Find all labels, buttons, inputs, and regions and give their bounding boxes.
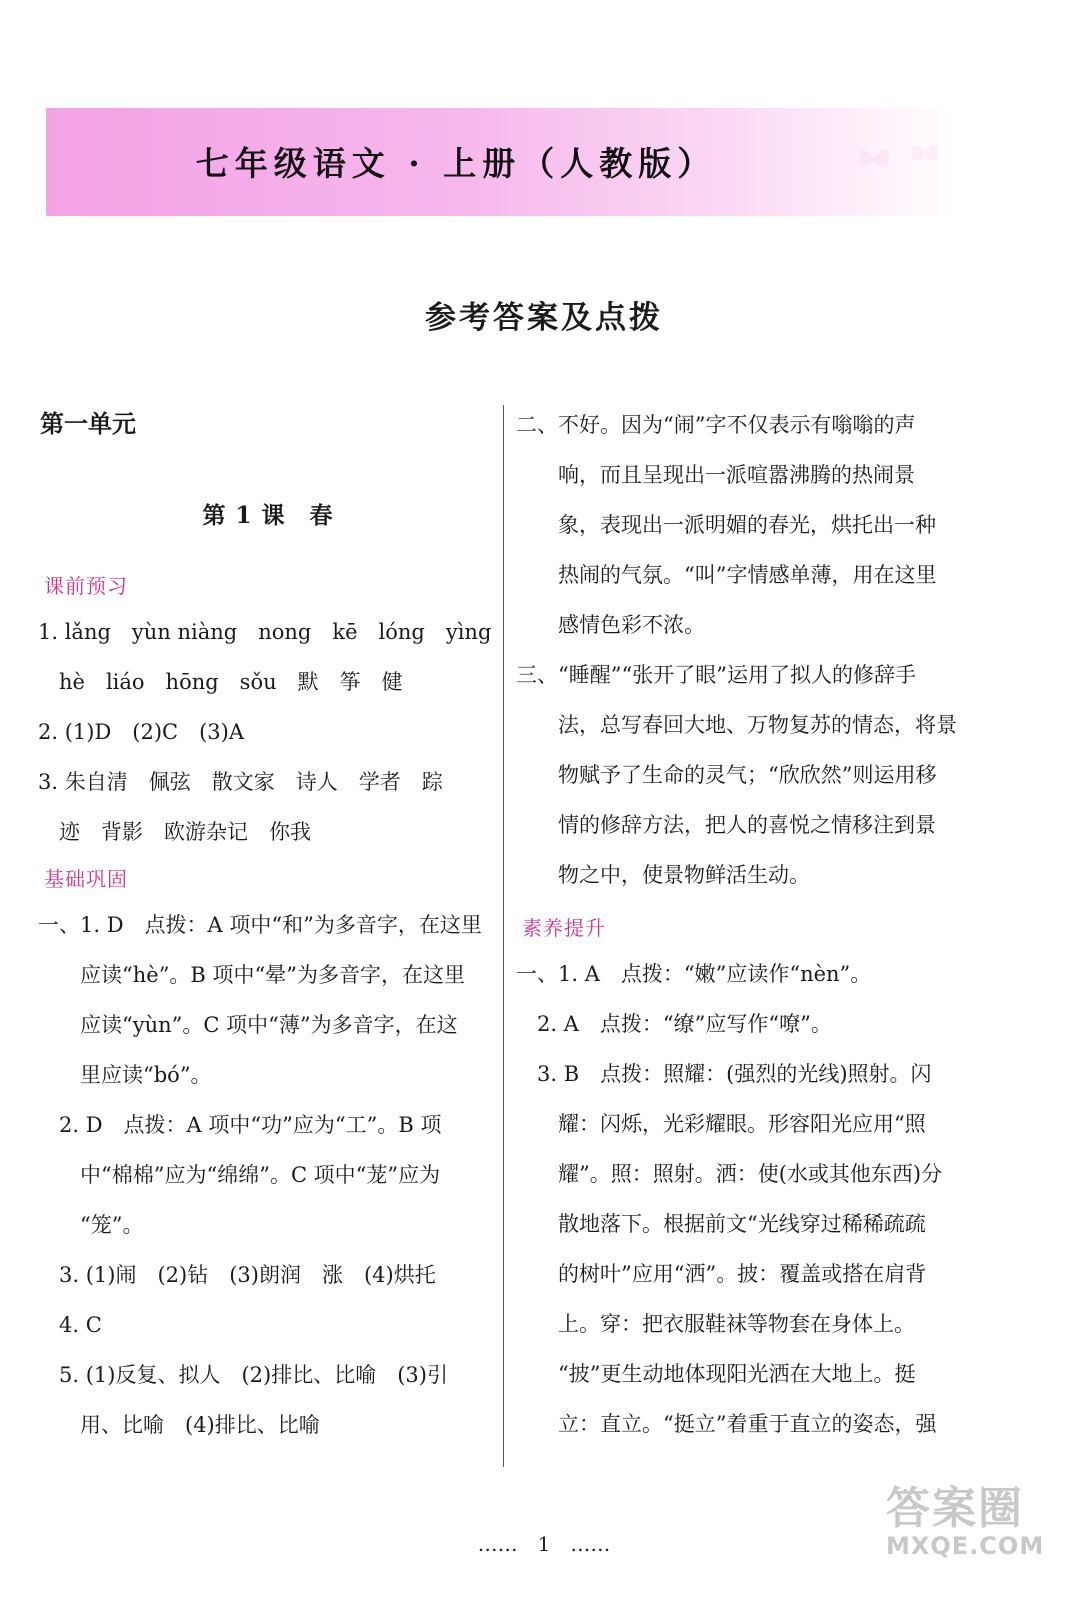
answer-line: 迹 背影 欧游杂记 你我 [38,820,311,844]
answer-line: 应读“hè”。B 项中“晕”为多音字，在这里 [38,963,466,987]
unit-heading: 第一单元 [40,410,136,438]
butterfly-icon [854,142,894,176]
answer-line: 中“棉棉”应为“绵绵”。C 项中“茏”应为 [38,1163,441,1187]
banner-title: 七年级语文 · 上册（人教版） [195,144,717,183]
answer-line: 热闹的气氛。“叫”字情感单薄，用在这里 [516,563,937,587]
answer-line: 2. A 点拨：“缭”应写作“嘹”。 [516,1012,832,1036]
answer-line: 耀”。照：照射。洒：使(水或其他东西)分 [516,1162,943,1186]
answer-line: 感情色彩不浓。 [516,613,705,637]
answer-line: 3. B 点拨：照耀：(强烈的光线)照射。闪 [516,1062,932,1086]
page-title: 参考答案及点拨 [425,300,663,336]
answer-line: “披”更生动地体现阳光洒在大地上。挺 [516,1362,916,1386]
preview-answers [38,607,498,857]
watermark-text: 答案圈 [886,1483,1024,1534]
answer-line: 三、“睡醒”“张开了眼”运用了拟人的修辞手 [516,663,916,687]
answer-line: 2. (1)D (2)C (3)A [38,720,245,744]
basic-answers [38,900,498,1450]
answer-line: 应读“yùn”。C 项中“薄”为多音字，在这 [38,1013,458,1037]
answer-line: 散地落下。根据前文“光线穿过稀稀疏疏 [516,1212,926,1236]
section-heading-improve: 素养提升 [522,916,606,940]
answer-line: 一、1. A 点拨：“嫩”应读作“nèn”。 [516,962,872,986]
answer-line: 用、比喻 (4)排比、比喻 [38,1413,320,1437]
answer-line: 4. C [38,1313,102,1337]
answer-line: 物赋予了生命的灵气；“欣欣然”则运用移 [516,763,937,787]
answer-line: 响，而且呈现出一派喧嚣沸腾的热闹景 [516,463,915,487]
header-banner [46,108,956,216]
answer-line: 2. D 点拨：A 项中“功”应为“工”。B 项 [38,1113,442,1137]
answer-line: 上。穿：把衣服鞋袜等物套在身体上。 [516,1312,915,1336]
butterfly-icon [908,138,942,168]
answer-line: 的树叶”应用“洒”。披：覆盖或搭在肩背 [516,1262,927,1286]
answer-line: 耀：闪烁，光彩耀眼。形容阳光应用“照 [516,1112,926,1136]
improve-answers [516,949,976,1449]
section-heading-basic: 基础巩固 [44,867,128,891]
answer-line: 象，表现出一派明媚的春光，烘托出一种 [516,513,936,537]
answer-line: “笼”。 [38,1213,144,1237]
right-column [516,400,976,1449]
answer-line: hè liáo hōng sǒu 默 筝 健 [38,670,403,694]
column-divider [503,405,504,1467]
answer-line: 情的修辞方法，把人的喜悦之情移注到景 [516,813,936,837]
watermark-logo [886,1472,1066,1582]
answer-line: 3. (1)闹 (2)钻 (3)朗润 涨 (4)烘托 [38,1263,436,1287]
watermark-url: MXQE.COM [886,1532,1045,1560]
answer-line: 3. 朱自清 佩弦 散文家 诗人 学者 踪 [38,770,443,794]
page-number: …… 1 …… [477,1532,611,1556]
lesson-heading: 第 1 课 春 [202,502,334,529]
answer-line: 立：直立。“挺立”着重于直立的姿态，强 [516,1412,937,1436]
section-heading-preview: 课前预习 [44,574,128,598]
answer-line: 1. lǎng yùn niàng nong kē lóng yìng [38,620,492,644]
answer-line: 5. (1)反复、拟人 (2)排比、比喻 (3)引 [38,1363,448,1387]
answer-line: 物之中，使景物鲜活生动。 [516,863,810,887]
answer-line: 法，总写春回大地、万物复苏的情态，将景 [516,713,957,737]
answer-line: 二、不好。因为“闹”字不仅表示有嗡嗡的声 [516,413,916,437]
left-column [38,400,498,1450]
continued-answers [516,400,976,900]
answer-line: 一、1. D 点拨：A 项中“和”为多音字，在这里 [38,913,482,937]
answer-line: 里应读“bó”。 [38,1063,212,1087]
